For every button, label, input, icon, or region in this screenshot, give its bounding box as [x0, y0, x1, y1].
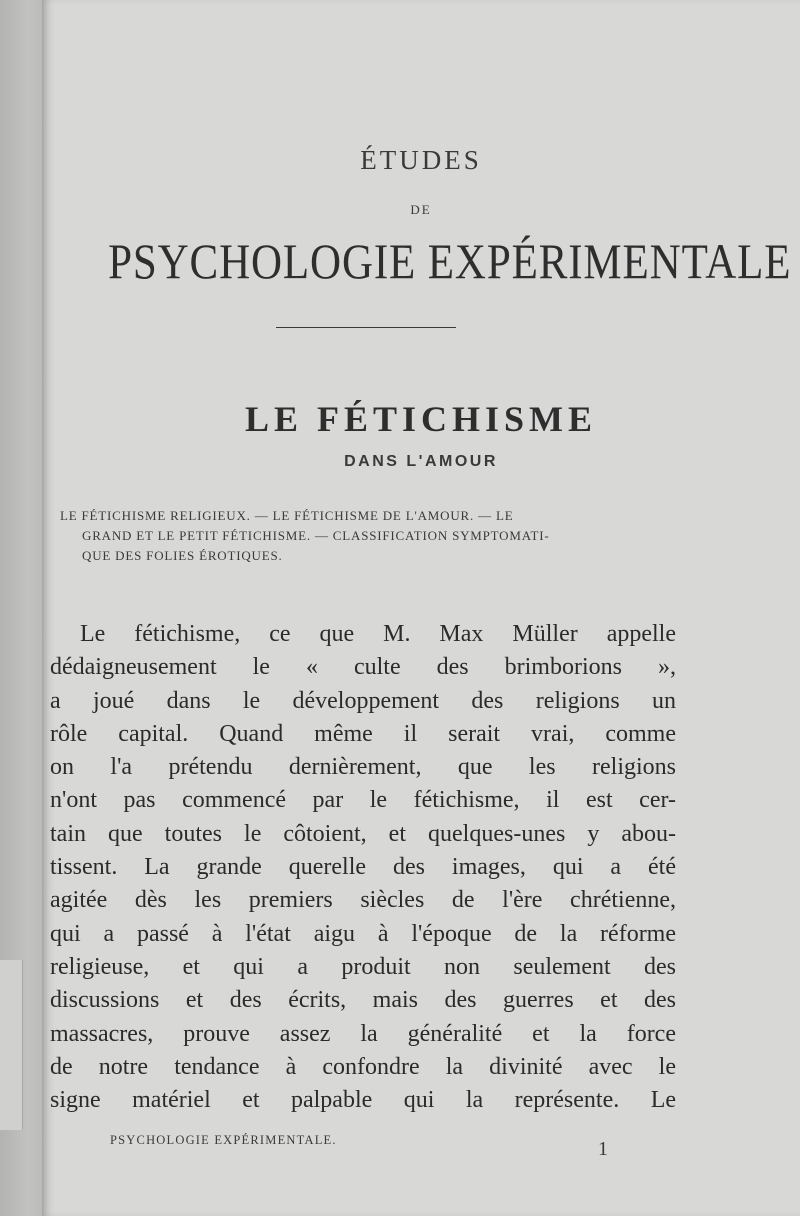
page-number: 1 [598, 1138, 608, 1160]
running-footer: PSYCHOLOGIE EXPÉRIMENTALE. [110, 1133, 337, 1147]
body-line: a joué dans le développement des religions un [50, 687, 676, 714]
body-line: signe matériel et palpable qui la représente. Le [50, 1087, 676, 1114]
body-line: agitée dès les premiers siècles de l'ère chrétienne, [50, 887, 676, 914]
body-line: n'ont pas commencé par le fétichisme, il est cer- [50, 787, 676, 814]
body-line: de notre tendance à confondre la divinité avec le [50, 1053, 676, 1080]
body-line: tissent. La grande querelle des images, qui a été [50, 854, 676, 881]
body-line: massacres, prouve assez la généralité et la force [50, 1020, 676, 1047]
body-line: rôle capital. Quand même il serait vrai, comme [50, 720, 676, 747]
body-line: dédaigneusement le « culte des brimborions », [50, 654, 676, 681]
main-title: PSYCHOLOGIE EXPÉRIMENTALE [108, 233, 792, 289]
chapter-subtitle: DANS L'AMOUR [344, 453, 498, 470]
body-line: discussions et des écrits, mais des guerres et des [50, 987, 676, 1014]
body-line: Le fétichisme, ce que M. Max Müller appelle [80, 621, 676, 647]
title-divider [276, 327, 456, 328]
book-page [42, 0, 800, 1216]
summary-line: LE FÉTICHISME RELIGIEUX. — LE FÉTICHISME DE L'AMOUR. — LE [60, 508, 514, 523]
body-line: on l'a prétendu dernièrement, que les religions [50, 754, 676, 781]
body-line: tain que toutes le côtoient, et quelques-unes y abou- [50, 820, 676, 847]
body-text [50, 618, 676, 1117]
chapter-title: LE FÉTICHISME [244, 399, 598, 439]
summary-line: QUE DES FOLIES ÉROTIQUES. [82, 548, 283, 563]
body-line: religieuse, et qui a produit non seulement des [50, 953, 676, 980]
summary-line: GRAND ET LE PETIT FÉTICHISME. — CLASSIFICATION SYMPTOMATI- [82, 528, 550, 543]
chapter-summary [60, 506, 680, 566]
header-etudes: ÉTUDES [360, 145, 482, 175]
page-edge [0, 960, 23, 1130]
header-de: DE [410, 202, 432, 217]
body-line: qui a passé à l'état aigu à l'époque de la réforme [50, 920, 676, 947]
